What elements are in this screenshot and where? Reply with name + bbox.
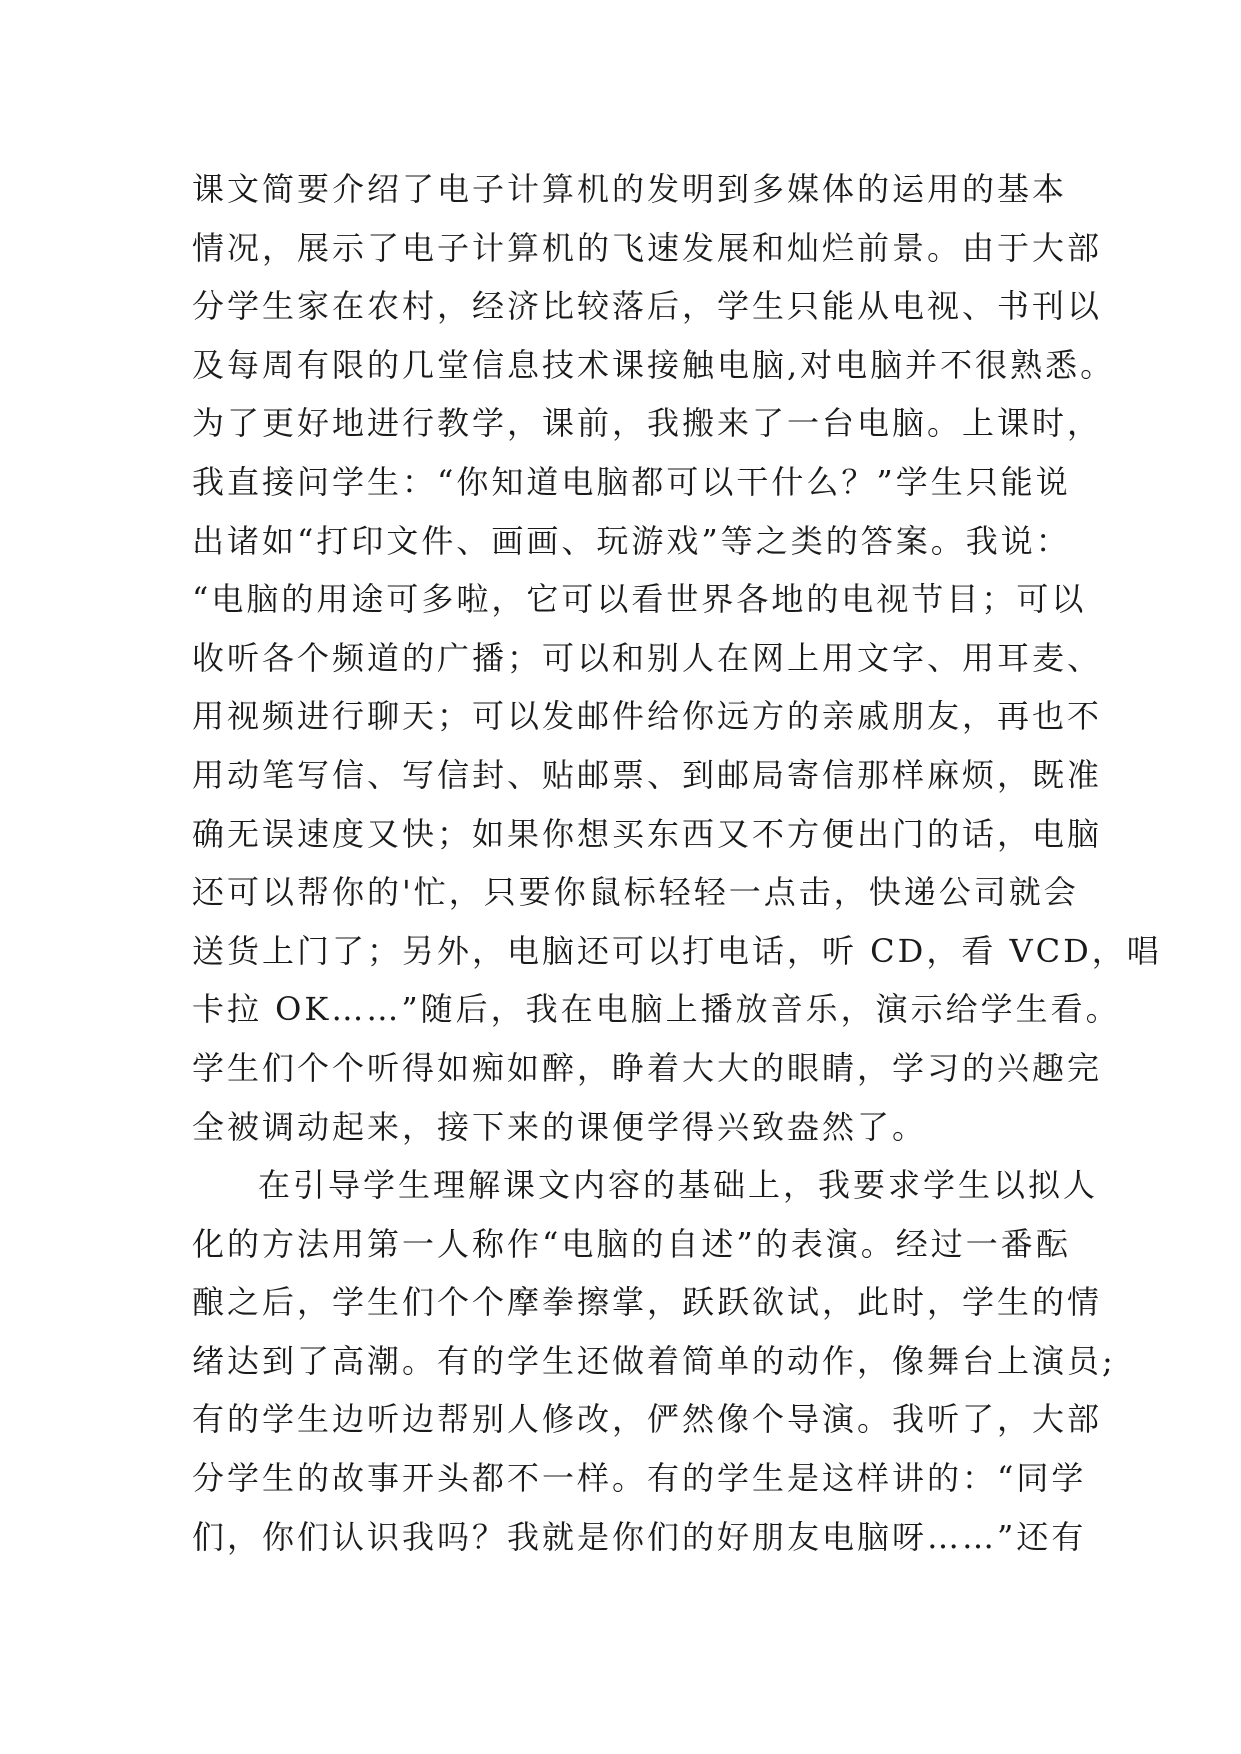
text-line: 情况，展示了电子计算机的飞速发展和灿烂前景。由于大部 [192, 228, 1103, 267]
text-line: 为了更好地进行教学，课前，我搬来了一台电脑。上课时， [192, 404, 1103, 443]
text-line: 绪达到了高潮。有的学生还做着简单的动作，像舞台上演员; [192, 1341, 1116, 1380]
text-line: 卡拉 OK……”随后，我在电脑上播放音乐，演示给学生看。 [192, 990, 1121, 1029]
text-line: 们，你们认识我吗？我就是你们的好朋友电脑呀……”还有 [192, 1517, 1087, 1556]
text-line: 出诸如“打印文件、画画、玩游戏”等之类的答案。我说： [192, 521, 1071, 560]
text-line: 课文简要介绍了电子计算机的发明到多媒体的运用的基本 [192, 170, 1068, 208]
paragraph-start-line: 在引导学生理解课文内容的基础上，我要求学生以拟人 [258, 1166, 1099, 1205]
text-line: 还可以帮你的'忙，只要你鼠标轻轻一点击，快递公司就会 [192, 873, 1079, 912]
text-line: 分学生家在农村，经济比较落后，学生只能从电视、书刊以 [192, 287, 1103, 326]
text-line: 及每周有限的几堂信息技术课接触电脑,对电脑并不很熟悉。 [192, 345, 1116, 384]
text-line: 确无误速度又快；如果你想买东西又不方便出门的话，电脑 [192, 814, 1103, 853]
text-line: 用视频进行聊天；可以发邮件给你远方的亲戚朋友，再也不 [192, 697, 1103, 736]
text-line: 用动笔写信、写信封、贴邮票、到邮局寄信那样麻烦，既准 [192, 755, 1103, 794]
text-line: 学生们个个听得如痴如醉，睁着大大的眼睛，学习的兴趣完 [192, 1048, 1103, 1087]
text-line: 分学生的故事开头都不一样。有的学生是这样讲的：“同学 [192, 1459, 1087, 1498]
text-line: 收听各个频道的广播；可以和别人在网上用文字、用耳麦、 [192, 638, 1103, 677]
text-line: “电脑的用途可多啦，它可以看世界各地的电视节目；可以 [192, 580, 1087, 619]
text-line: 送货上门了；另外，电脑还可以打电话，听 CD，看 VCD，唱 [192, 931, 1162, 970]
text-line: 酿之后，学生们个个摩拳擦掌，跃跃欲试，此时，学生的情 [192, 1283, 1103, 1322]
text-line: 全被调动起来，接下来的课便学得兴致盎然了。 [192, 1107, 928, 1146]
text-line: 有的学生边听边帮别人修改，俨然像个导演。我听了，大部 [192, 1400, 1103, 1439]
body-text [192, 160, 1162, 1566]
text-line: 我直接问学生：“你知道电脑都可以干什么？”学生只能说 [192, 462, 1071, 501]
text-line: 化的方法用第一人称作“电脑的自述”的表演。经过一番酝 [192, 1224, 1071, 1263]
